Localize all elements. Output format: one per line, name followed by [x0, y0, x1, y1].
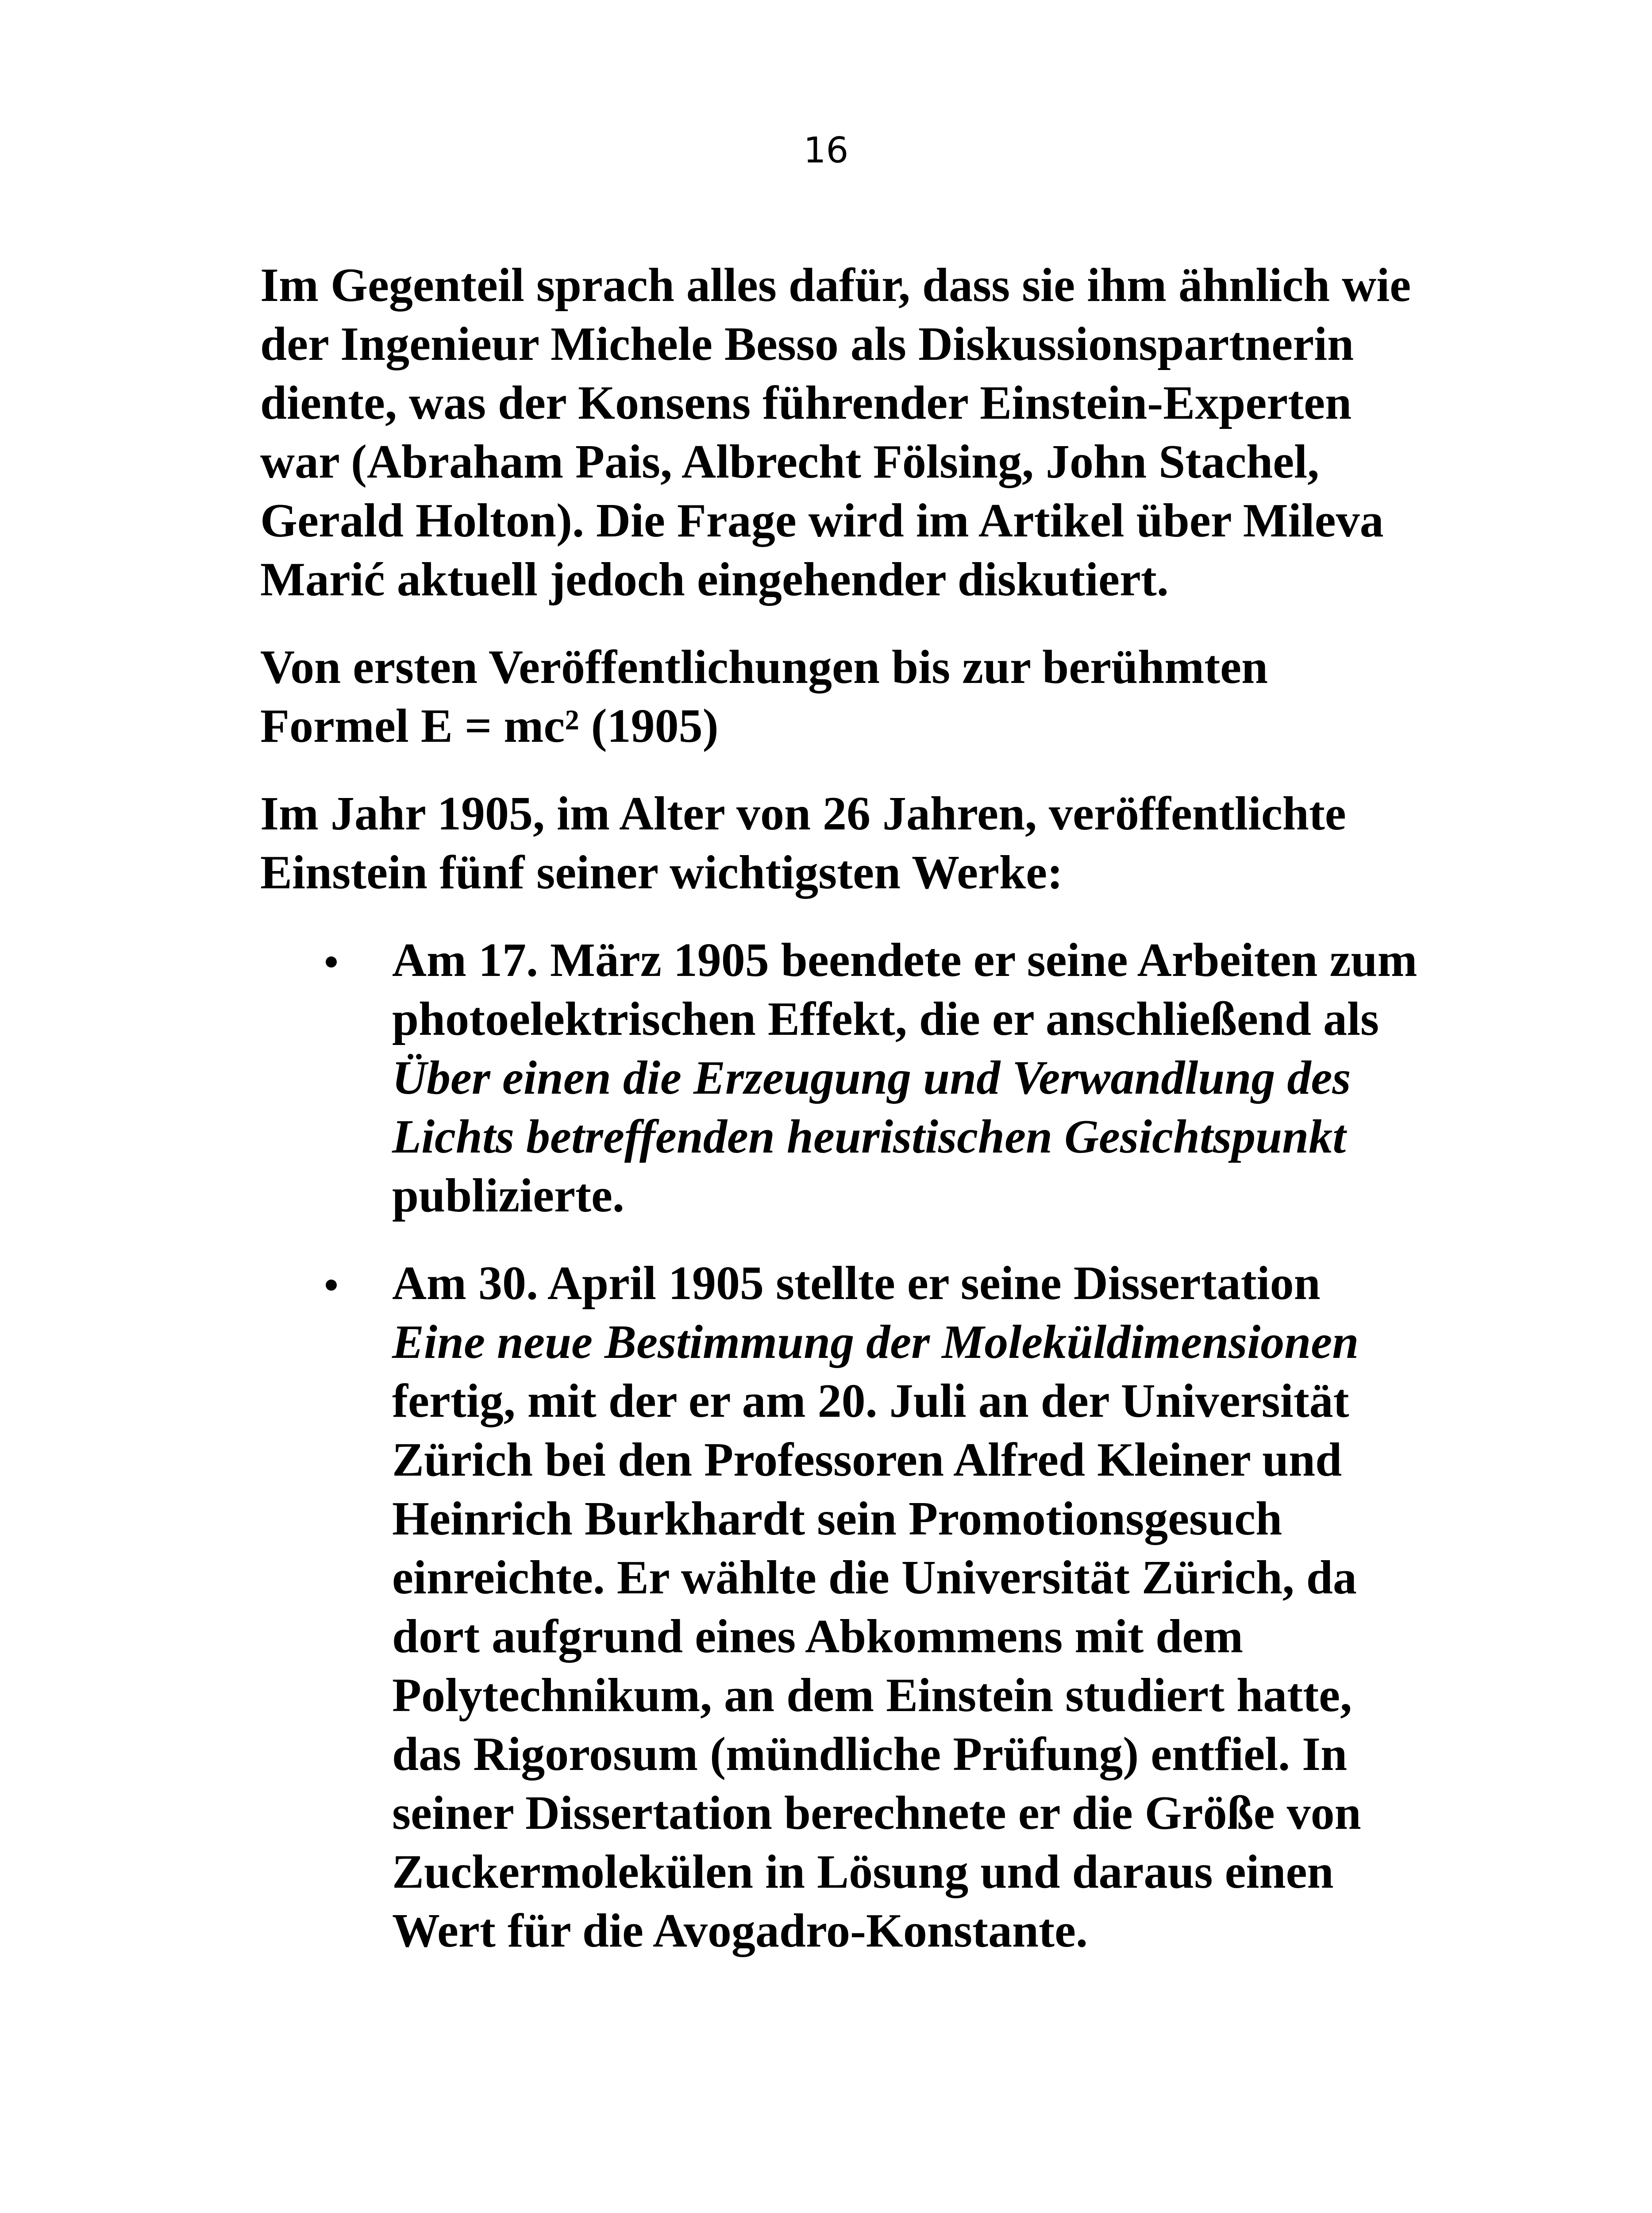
work-title: Über einen die Erzeugung und Verwandlung des Lichts betreffenden heuristischen Gesichtspunkt [392, 1052, 1351, 1163]
document-body [260, 256, 1420, 1989]
list-item [260, 1254, 1420, 1960]
work-title: Eine neue Bestimmung der Moleküldimensionen [392, 1316, 1359, 1369]
list-item-text: fertig, mit der er am 20. Juli an der Universität Zürich bei den Professoren Alfred Kleiner und Heinrich Burkhardt sein Promotionsgesuch einreichte. Er wählte die Universität Zürich, da dort aufgrund eines Abkommens mit dem Polytechnikum, an dem Einstein studiert hatte, das Rigorosum (mündliche Prüfung) entfiel. In seiner Dissertation berechnete er die Größe von Zuckermolekülen in Lösung und daraus einen Wert für die Avogadro-Konstante. [392, 1375, 1361, 1957]
list-item-text: Am 17. März 1905 beendete er seine Arbeiten zum photoelektrischen Effekt, die er anschließend als [392, 934, 1417, 1045]
list-item-text: Am 30. April 1905 stellte er seine Dissertation [392, 1257, 1321, 1310]
bullet-icon [326, 956, 337, 968]
works-list [260, 931, 1420, 1960]
bullet-icon [326, 1280, 337, 1291]
body-paragraph: Im Gegenteil sprach alles dafür, dass sie ihm ähnlich wie der Ingenieur Michele Besso als Diskussionspartnerin diente, was der Konsens führender Einstein-Experten war (Abraham Pais, Albrecht Fölsing, John Stachel, Gerald Holton). Die Frage wird im Artikel über Mileva Marić aktuell jedoch eingehender diskutiert. [260, 259, 1411, 606]
list-item-text: publizierte. [392, 1169, 624, 1222]
intro-paragraph: Im Jahr 1905, im Alter von 26 Jahren, veröffentlichte Einstein fünf seiner wichtigsten Werke: [260, 787, 1346, 899]
section-heading: Von ersten Veröffentlichungen bis zur berühmten Formel E = mc² (1905) [260, 641, 1268, 752]
list-item [260, 931, 1420, 1225]
page-number: 16 [803, 130, 849, 171]
